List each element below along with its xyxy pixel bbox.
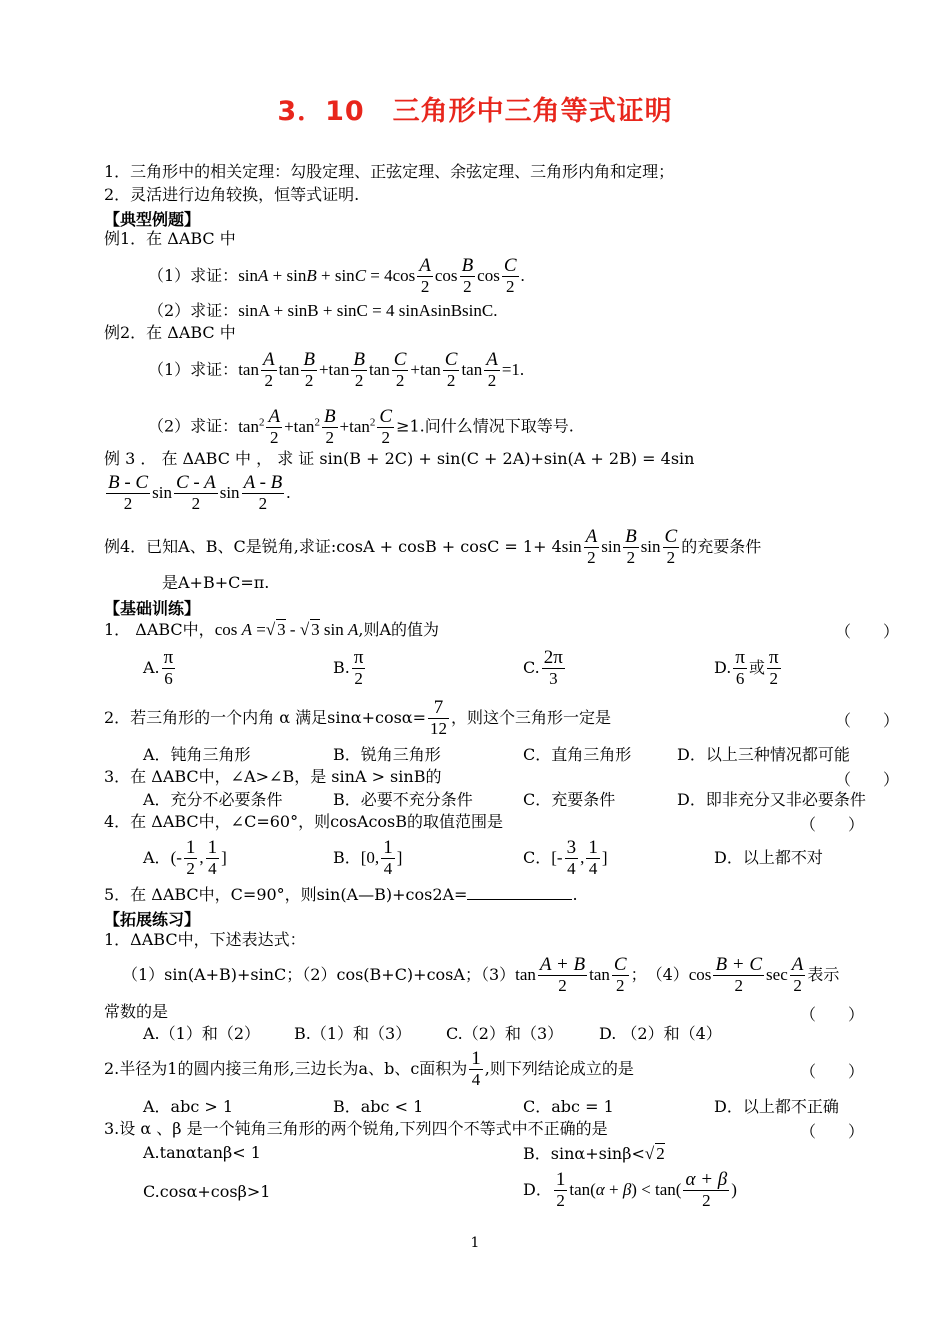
example-4-line-2: 是A+B+C=π. bbox=[162, 573, 270, 592]
basic-q1-option-a[interactable]: A. $\frac{\pi}{6}$ bbox=[143, 647, 174, 688]
extended-q3-option-a[interactable]: A.tanαtanβ< 1 bbox=[143, 1143, 261, 1162]
example-1-part-2-label: （2）求证： bbox=[148, 301, 239, 320]
extended-q2-answer-paren: （ ） bbox=[800, 1062, 865, 1081]
extended-q2-option-b[interactable]: B．abc < 1 bbox=[333, 1097, 424, 1116]
basic-q5-stem bbox=[104, 885, 578, 905]
example-2-part-2-tail: ≥1.问什么情况下取等号. bbox=[396, 416, 574, 436]
extended-q3-option-b[interactable]: B．sinα+sinβ<√ 2 bbox=[523, 1144, 665, 1163]
basic-q2-answer-paren: （ ） bbox=[835, 711, 900, 730]
example-2-part-2-label: （2）求证： bbox=[148, 416, 239, 436]
extended-q3-option-c[interactable]: C.cosα+cosβ>1 bbox=[143, 1182, 271, 1201]
basic-q4-option-b[interactable]: B．[0, $\frac{1}{4}$ ] bbox=[333, 837, 403, 878]
extended-q3-stem: 3.设 α 、β 是一个钝角三角形的两个锐角,下列四个不等式中不正确的是 bbox=[104, 1119, 608, 1138]
basic-q3-option-d[interactable]: D．即非充分又非必要条件 bbox=[677, 790, 866, 809]
extended-q2-text-tail: ,则下列结论成立的是 bbox=[484, 1059, 634, 1078]
intro-line-2: 2．灵活进行边角较换，恒等式证明. bbox=[104, 185, 360, 204]
basic-q4-option-d[interactable]: D．以上都不对 bbox=[714, 848, 823, 867]
example-2-part-1-label: （1）求证： bbox=[148, 360, 239, 379]
section-heading-basic: 【基础训练】 bbox=[104, 599, 201, 618]
basic-q2-text: 2．若三角形的一个内角 α 满足sinα+cosα= bbox=[104, 708, 427, 727]
extended-q1-expressions: （1）sin(A+B)+sinC；（2）cos(B+C)+cosA；（3）tan $\frac{A + B}{2}$ tan $\frac{C}{2}$ ； （4）cos $\frac{B + C}{2}$ sec $\frac{A}{2}$ 表示 bbox=[122, 954, 840, 995]
option-label: B. bbox=[333, 658, 350, 677]
extended-q2-stem: 2.半径为1的圆内接三角形,三边长为a、b、c面积为 $\frac{1}{4}$ ,则下列结论成立的是 bbox=[104, 1048, 634, 1089]
basic-q1-text: 1． ΔABC中， bbox=[104, 620, 215, 639]
extended-q1-option-b[interactable]: B.（1）和（3） bbox=[294, 1024, 412, 1043]
option-label: C． bbox=[523, 848, 552, 867]
basic-q1-option-c[interactable]: C. $\frac{2\pi}{3}$ bbox=[523, 647, 563, 688]
basic-q4-stem: 4．在 ΔABC中，∠C=60°，则cosAcosB的取值范围是 bbox=[104, 812, 504, 831]
example-1-heading: 例1．在 ΔABC 中 bbox=[104, 229, 236, 248]
extended-q2-text: 2.半径为1的圆内接三角形,三边长为a、b、c面积为 bbox=[104, 1059, 468, 1078]
basic-q3-option-c[interactable]: C．充要条件 bbox=[523, 790, 616, 809]
example-3-line-1: 例 3 ． 在 ΔABC 中 ， 求 证 sin(B + 2C) + sin(C + 2A)+sin(A + 2B) = 4sin bbox=[104, 449, 695, 468]
option-label: A. bbox=[143, 658, 160, 677]
basic-q4-option-a[interactable]: A．(- $\frac{1}{2}$ , $\frac{1}{4}$ ] bbox=[143, 837, 227, 878]
option-label: D. bbox=[714, 658, 732, 677]
extended-q1-option-a[interactable]: A.（1）和（2） bbox=[143, 1024, 261, 1043]
basic-q3-option-a[interactable]: A．充分不必要条件 bbox=[143, 790, 283, 809]
basic-q1-option-d[interactable]: D. $\frac{\pi}{6}$ 或 $\frac{\pi}{2}$ bbox=[714, 647, 779, 688]
basic-q2-option-a[interactable]: A．钝角三角形 bbox=[143, 745, 251, 764]
extended-q3-option-d[interactable]: D． $\frac{1}{2}$ tan(α + β) < tan( $\frac{\alpha + \beta}{2}$ ) bbox=[523, 1169, 737, 1210]
expressions-1-3: （1）sin(A+B)+sinC；（2）cos(B+C)+cosA；（3） bbox=[122, 965, 516, 984]
answer-blank[interactable] bbox=[467, 885, 572, 900]
basic-q4-option-c[interactable]: C．[- $\frac{3}{4}$ , $\frac{1}{4}$ ] bbox=[523, 837, 608, 878]
page-title: 3．10 三角形中三角等式证明 bbox=[277, 96, 673, 127]
basic-q3-option-b[interactable]: B．必要不充分条件 bbox=[333, 790, 473, 809]
basic-q2-text-tail: ，则这个三角形一定是 bbox=[451, 708, 612, 727]
expression-separator: ； （4） bbox=[630, 965, 689, 984]
expressions-tail: 表示 bbox=[807, 965, 840, 984]
extended-q2-option-d[interactable]: D．以上都不正确 bbox=[714, 1097, 839, 1116]
example-1-part-1-label: （1）求证： bbox=[148, 266, 239, 285]
basic-q1-option-b[interactable]: B. $\frac{\pi}{2}$ bbox=[333, 647, 364, 688]
page-number: 1 bbox=[470, 1235, 480, 1251]
basic-q2-option-c[interactable]: C．直角三角形 bbox=[523, 745, 632, 764]
section-heading-examples: 【典型例题】 bbox=[104, 210, 201, 229]
basic-q1-answer-paren: （ ） bbox=[835, 622, 900, 641]
extended-q3-answer-paren: （ ） bbox=[800, 1122, 865, 1141]
basic-q2-option-d[interactable]: D．以上三种情况都可能 bbox=[677, 745, 850, 764]
basic-q4-answer-paren: （ ） bbox=[800, 815, 865, 834]
example-1-part-2-formula: sinA + sinB + sinC = 4 sinAsinBsinC. bbox=[238, 301, 498, 320]
option-label: B． bbox=[333, 848, 361, 867]
example-2-heading: 例2．在 ΔABC 中 bbox=[104, 323, 236, 342]
extended-q2-option-c[interactable]: C．abc = 1 bbox=[523, 1097, 614, 1116]
extended-q1-option-d[interactable]: D. （2）和（4） bbox=[599, 1024, 722, 1043]
option-label: A． bbox=[143, 848, 171, 867]
example-4-text: 例4．已知A、B、C是锐角,求证:cosA + cosB + cosC = 1+ 4 bbox=[104, 537, 562, 556]
or-word: 或 bbox=[748, 658, 765, 677]
basic-q5-text: 5．在 ΔABC中，C=90°，则sin(A—B)+cos2A= bbox=[104, 885, 468, 904]
option-label: C. bbox=[523, 658, 540, 677]
option-label: B．sinα+sinβ< bbox=[523, 1144, 645, 1163]
extended-q1-answer-paren: （ ） bbox=[800, 1005, 865, 1024]
example-1-part-1: （1）求证：sinA + sinB + sinC = 4cos $\frac{A}{2}$ cos $\frac{B}{2}$ cos $\frac{C}{2}$ . bbox=[148, 255, 525, 296]
extended-q2-option-a[interactable]: A．abc > 1 bbox=[143, 1097, 234, 1116]
basic-q5-text-tail: . bbox=[572, 885, 578, 904]
section-heading-extended: 【拓展练习】 bbox=[104, 910, 201, 929]
intro-line-1: 1．三角形中的相关定理：勾股定理、正弦定理、余弦定理、三角形内角和定理； bbox=[104, 162, 675, 181]
example-2-part-1: （1）求证：tan $\frac{A}{2}$ tan $\frac{B}{2}$ +tan $\frac{B}{2}$ tan $\frac{C}{2}$ +tan $\frac{C}{2}$ tan $\frac{A}{2}$ =1. bbox=[148, 349, 525, 390]
option-label: D． bbox=[523, 1180, 552, 1199]
example-4-line-1: 例4．已知A、B、C是锐角,求证:cosA + cosB + cosC = 1+ 4sin $\frac{A}{2}$ sin $\frac{B}{2}$ sin $\frac{C}{2}$ 的充要条件 bbox=[104, 526, 762, 567]
basic-q2-stem: 2．若三角形的一个内角 α 满足sinα+cosα= $\frac{7}{12}$ ，则这个三角形一定是 bbox=[104, 697, 612, 738]
basic-q1-stem: 1． ΔABC中，cos A =√ 3 - √ 3 sin A,则A的值为 bbox=[104, 620, 440, 639]
extended-q1-line-3: 常数的是 bbox=[104, 1002, 169, 1021]
example-3-line-2: $\frac{B - C}{2}$ sin $\frac{C - A}{2}$ sin $\frac{A - B}{2}$ . bbox=[108, 472, 291, 513]
basic-q3-answer-paren: （ ） bbox=[835, 770, 900, 789]
extended-q1-option-c[interactable]: C.（2）和（3） bbox=[446, 1024, 564, 1043]
extended-q1-stem: 1．ΔABC中，下述表达式： bbox=[104, 930, 306, 949]
example-1-part-2 bbox=[148, 301, 497, 321]
example-4-tail: 的充要条件 bbox=[681, 537, 762, 556]
basic-q1-text-tail: ,则A的值为 bbox=[358, 620, 440, 639]
basic-q3-stem: 3．在 ΔABC中，∠A>∠B，是 sinA > sinB的 bbox=[104, 767, 442, 786]
basic-q2-option-b[interactable]: B．锐角三角形 bbox=[333, 745, 441, 764]
example-2-part-2: （2）求证：$\tan^2$ $\frac{A}{2}$ $+\tan^2$ $\frac{B}{2}$ $+\tan^2$ $\frac{C}{2}$ ≥1.问什么情况下取等号. bbox=[148, 405, 574, 447]
